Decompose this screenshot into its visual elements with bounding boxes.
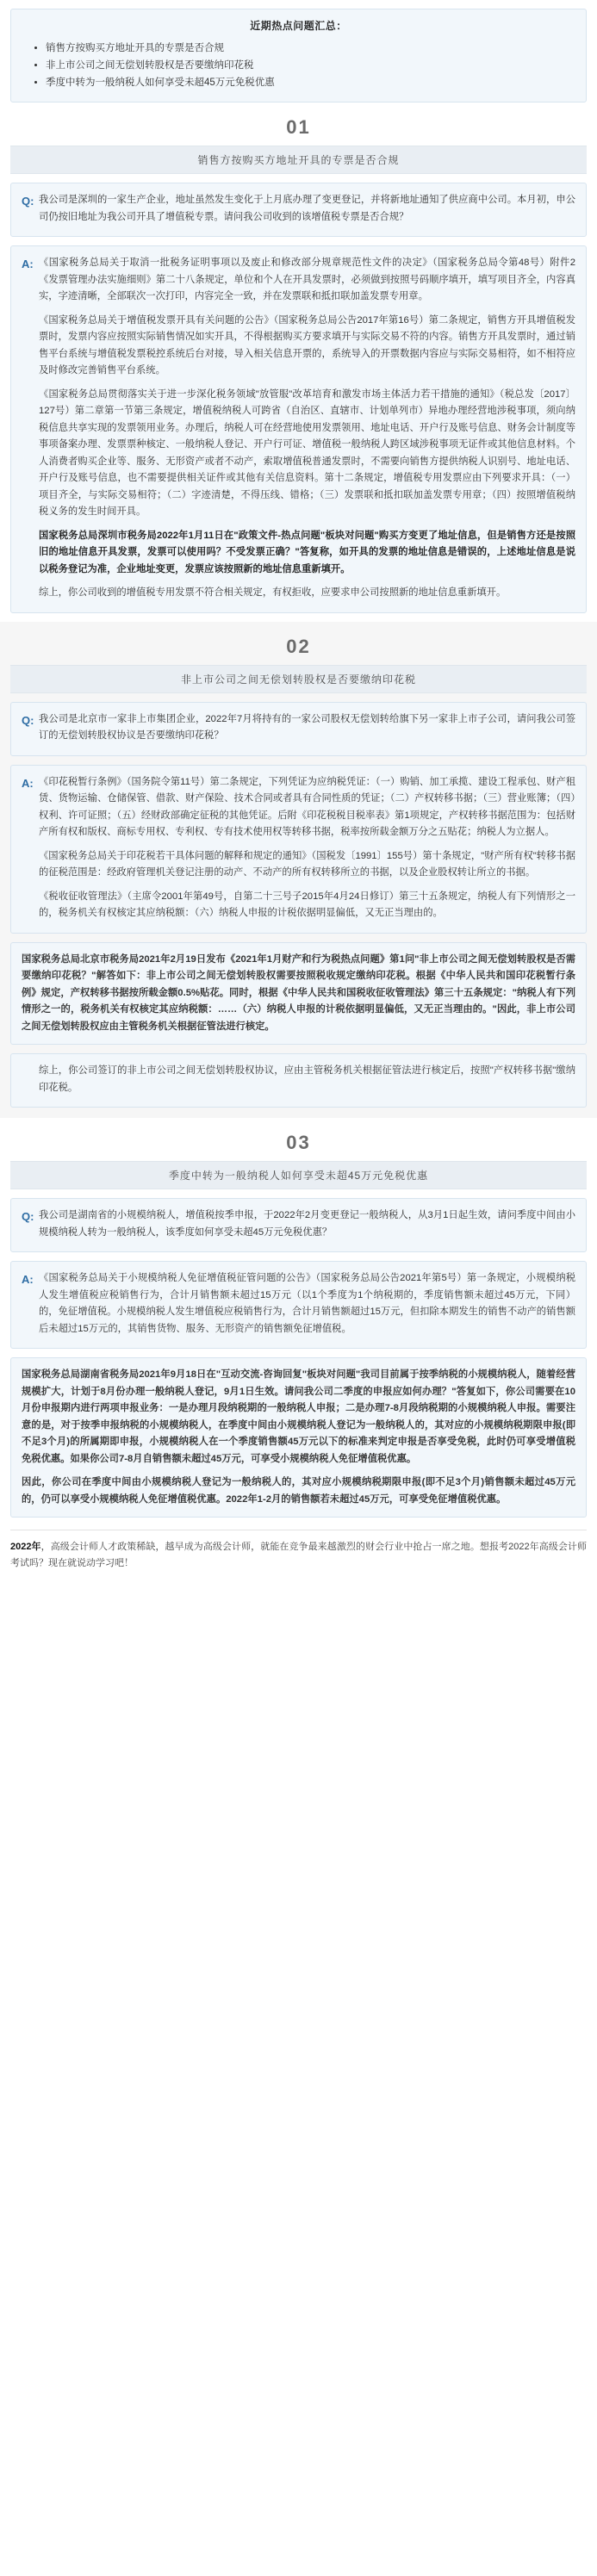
paragraph: 综上，你公司签订的非上市公司之间无偿划转股权协议，应由主管税务机关根据征管法进行核定后，按照"产权转移书据"缴纳印花税。 xyxy=(39,1065,575,1093)
paragraph-highlight: 国家税务总局北京市税务局2021年2月19日发布《2021年1月财产和行为税热点问题》第1问"非上市公司之间无偿划转股权是否需要缴纳印花税？"解答如下：非上市公司之间无偿划转股权需要按照税收规定缴纳印花税。根据《中华人民共和国印花税暂行条例》规定，产权转移书据按所载金额0.5%贴花。同时，根据《中华人民共和国税收征收管理法》第三十五条规定："纳税人有下列情形之一的，税务机关有权核定其应纳税额：……（六）纳税人申报的计税依据明显偏低，又无正当理由的。"因此，非上市公司之间无偿划转股权应由主管税务机关根据征管法进行核定。 xyxy=(22,953,575,1032)
footer-promo xyxy=(10,1530,587,1572)
section-number: 02 xyxy=(286,635,311,657)
footer-lead: 2022年 xyxy=(10,1542,41,1552)
intro-title: 近期热点问题汇总： xyxy=(250,20,347,32)
question-label: Q: xyxy=(22,195,34,208)
qa-wrapper xyxy=(10,183,587,613)
answer-label: A: xyxy=(22,776,34,790)
qa-wrapper xyxy=(10,702,587,934)
article-page xyxy=(0,9,597,1572)
paragraph: 因此，你公司在季度中间由小规模纳税人登记为一般纳税人的，其对应小规模纳税期限申报(即不足3个月)销售额未超过45万元的，仍可以享受小规模纳税人免征增值税优惠。2022年1-2月的销售额若未超过45万元，可享受免征增值税优惠。 xyxy=(22,1477,575,1505)
answer-box xyxy=(10,765,587,934)
answer-body xyxy=(39,255,575,602)
paragraph: 我公司是深圳的一家生产企业，地址虽然发生变化于上月底办理了变更登记，并将新地址通知了供应商中公司。本月初，申公司仍按旧地址为我公司开具了增值税专票。请问我公司收到的该增值税专票是否合规？ xyxy=(39,195,575,222)
section-02 xyxy=(0,622,597,1119)
paragraph-highlight: 国家税务总局湖南省税务局2021年9月18日在"互动交流-咨询回复"板块对问题"我司目前属于按季纳税的小规模纳税人，随着经营规模扩大，计划于8月份办理一般纳税人登记，9月1日生效。请问我公司二季度的申报应如何办理？"答复如下，你公司需要在10月份申报期内进行两项申报业务：一是办理月段纳税期的一般纳税人申报；二是办理7-8月段纳税期的小规模纳税人申报。需要注意的是，对于按季申报纳税的小规模纳税人，在季度中间由小规模纳税人登记为一般纳税人的，其对应的小规模纳税期限申报(即不足3个月)的所属期即申报，小规模纳税人在一个季度销售额45万元以下的标准来判定申报是否享受免税，此时仍可享受增值税免税优惠。如果你公司7-8月自销售额未超过45万元，可享受小规模纳税人免征增值税优惠。 xyxy=(22,1369,575,1464)
paragraph: 《国家税务总局贯彻落实关于进一步深化税务领域"放管服"改革培育和激发市场主体活力若干措施的通知》（税总发〔2017〕127号）第二章第一节第三条规定，增值税纳税人可跨省（自治区、直辖市、计划单列市）异地办理经营地涉税事项，须向纳税信息共享实现的发票领用业务。办理后，纳税人可在经营地使用发票领用、地址电话、开户行及账号信息、财务会计制度等事项备案办理、发票票种核定、一般纳税人登记、开户行可证、增值税一般纳税人跨区域涉税事项无证件或其他信息材料。个人消费者购买企业等、服务、无形资产或者不动产，索取增值税普通发票时，不需要向销售方提供纳税人识别号、地址电话、开户行及账号信息，也不需要提供相关证件或其他有关信息资料。第十二条规定，增值税专用发票应由下列要求开具：（一）项目齐全，与实际交易相符；（二）字迹清楚，不得压线、错格；（三）发票联和抵扣联加盖发票专用章；（四）按照增值税纳税义务的发生时间开具。 xyxy=(39,388,575,517)
section-title: 非上市公司之间无偿划转股权是否要缴纳印花税 xyxy=(10,665,587,693)
answer-highlight-block xyxy=(10,1357,587,1518)
paragraph: 《国家税务总局关于小规模纳税人免征增值税征管问题的公告》（国家税务总局公告2021年第5号）第一条规定，小规模纳税人发生增值税应税销售行为，合计月销售额未超过15万元（以1个季度为1个纳税期的，季度销售额未超过45万元，下同）的，免征增值税。小规模纳税人发生增值税应税销售行为，合计月销售额超过15万元，但扣除本期发生的销售不动产的销售额后未超过15万元的，其销售货物、服务、无形资产的销售额免征增值税。 xyxy=(39,1273,575,1334)
section-title: 销售方按购买方地址开具的专票是否合规 xyxy=(10,146,587,174)
answer-label: A: xyxy=(22,258,34,270)
qa-wrapper-tail xyxy=(10,1053,587,1108)
question-label: Q: xyxy=(22,713,34,727)
answer-body xyxy=(39,1270,575,1338)
answer-conclusion xyxy=(39,1063,575,1096)
intro-summary xyxy=(10,9,587,102)
question-label: Q: xyxy=(22,1210,34,1223)
answer-box xyxy=(10,245,587,613)
paragraph: 我公司是湖南省的小规模纳税人，增值税按季申报，于2022年2月变更登记一般纳税人，从3月1日起生效，请问季度中间由小规模纳税人转为一般纳税人，该季度如何享受未超45万元免税优惠？ xyxy=(39,1210,575,1238)
paragraph: 《印花税暂行条例》（国务院令第11号）第二条规定，下列凭证为应纳税凭证：（一）购销、加工承揽、建设工程承包、财产租赁、货物运输、仓储保管、借款、财产保险、技术合同或者具有合同性质的凭证；（二）产权转移书据；（三）营业账簿；（四）权利、许可证照；（五）经财政部确定征税的其他凭证。后附《印花税税目税率表》第1项规定，产权转移书据范围为：包括财产所有权和版权、商标专用权、专利权、专有技术使用权等转移书据，税率按所载金额万分之五贴花；纳税人为立据人。 xyxy=(39,776,575,837)
question-box xyxy=(10,183,587,237)
list-item: • 非上市公司之间无偿划转股权是否要缴纳印花税 xyxy=(46,57,574,74)
section-03 xyxy=(0,1118,597,1518)
answer-label: A: xyxy=(22,1273,34,1286)
answer-conclusion-box xyxy=(10,1053,587,1108)
list-item: • 季度中转为一般纳税人如何享受未超45万元免税优惠 xyxy=(46,74,574,91)
answer-box xyxy=(10,1261,587,1349)
paragraph-highlight: 国家税务总局深圳市税务局2022年1月11日在"政策文件-热点问题"板块对问题"购买方变更了地址信息，但是销售方还是按照旧的地址信息开具发票，发票可以使用吗？不受发票正确？"答复称，如开具的发票的地址信息是错误的，上述地址信息是说以税务登记为准，企业地址变更，发票应该按照新的地址信息重新填开。 xyxy=(39,530,575,574)
question-body xyxy=(39,1207,575,1241)
paragraph: 《国家税务总局关于增值税发票开具有关问题的公告》（国家税务总局公告2017年第16号）第二条规定，销售方开具增值税发票时，发票内容应按照实际销售情况如实开具，不得根据购买方要求填开与实际交易不符的内容。销售方开具发票时，通过销售平台系统与增值税发票税控系统后台对接，导入相关信息开票的，系统导入的开票数据内容应与实际交易相符，如不相符应及时修改完善销售平台系统。 xyxy=(39,314,575,376)
paragraph: 《国家税务总局关于印花税若干具体问题的解释和规定的通知》（国税发〔1991〕155号）第十条规定，"财产所有权"转移书据的征税范围是：经政府管理机关登记注册的动产、不动产的所有权转移所立的书据，以及企业股权转让所立的书据。 xyxy=(39,850,575,878)
question-body xyxy=(39,711,575,745)
paragraph: 《税收征收管理法》（主席令2001年第49号，自第二十三号子2015年4月24日修订）第三十五条规定，纳税人有下列情形之一的，税务机关有权核定其应纳税额：（六）纳税人申报的计税依据明显偏低，又无正当理由的。 xyxy=(39,891,575,918)
paragraph: 我公司是北京市一家非上市集团企业，2022年7月将持有的一家公司股权无偿划转给旗下另一家非上市子公司，请问我公司签订的无偿划转股权协议是否要缴纳印花税？ xyxy=(39,713,575,741)
question-box xyxy=(10,702,587,756)
spacer xyxy=(22,1063,39,1064)
qa-wrapper xyxy=(10,1198,587,1349)
paragraph: 综上，你公司收到的增值税专用发票不符合相关规定，有权拒收，应要求申公司按照新的地址信息重新填开。 xyxy=(39,587,507,598)
question-body xyxy=(39,192,575,226)
question-box xyxy=(10,1198,587,1252)
answer-highlight-block xyxy=(10,942,587,1046)
paragraph: 《国家税务总局关于取消一批税务证明事项以及废止和修改部分规章规范性文件的决定》（国家税务总局令第48号）附件2《发票管理办法实施细则》第二十八条规定，单位和个人在开具发票时，必须做到按照号码顺序填开，填写项目齐全，内容真实，字迹清晰，全部联次一次打印，内容完全一致，并在发票联和抵扣联加盖发票专用章。 xyxy=(39,258,575,301)
section-title: 季度中转为一般纳税人如何享受未超45万元免税优惠 xyxy=(10,1161,587,1189)
intro-list xyxy=(23,40,574,91)
section-number: 01 xyxy=(286,116,311,138)
answer-body xyxy=(39,774,575,922)
footer-text: ，高级会计师人才政策稀缺，越早成为高级会计师，就能在竞争最来越激烈的财会行业中抢占一席之地。想报考2022年高级会计师考试吗？现在就说动学习吧！ xyxy=(10,1542,587,1568)
list-item: • 销售方按购买方地址开具的专票是否合规 xyxy=(46,40,574,57)
section-number: 03 xyxy=(286,1132,311,1153)
section-01 xyxy=(0,102,597,613)
